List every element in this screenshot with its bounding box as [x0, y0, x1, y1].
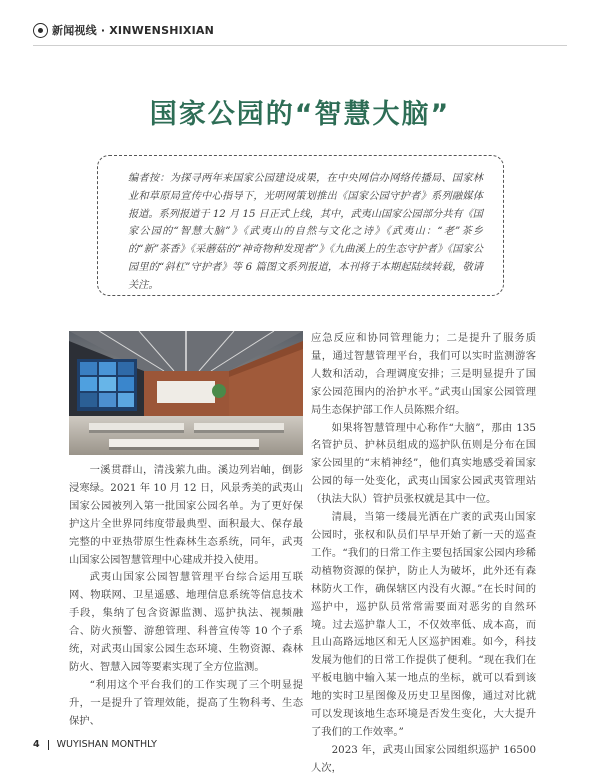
- article-title: 国家公园的“智慧大脑”: [149, 99, 451, 130]
- header-divider: [33, 45, 567, 46]
- control-center-photo: [69, 331, 303, 455]
- page-number: 4: [33, 739, 40, 750]
- section-label: 新闻视线 · XINWENSHIXIAN: [52, 24, 214, 37]
- footer-divider: [48, 740, 49, 750]
- editor-note-box: [97, 155, 504, 296]
- magazine-name: WUYISHAN MONTHLY: [56, 739, 157, 750]
- section-logo-icon: [33, 23, 48, 38]
- section-header: [33, 20, 214, 40]
- paragraph: 2023 年，武夷山国家公园组织巡护 16500 人次，: [311, 743, 536, 774]
- left-column: [69, 462, 303, 731]
- right-column: [311, 330, 536, 778]
- paragraph: 一溪贯群山，清浅萦九曲。溪边列岩岫，倒影浸寒绿。2021 年 10 月 12 日，风景秀美的武夷山国家公园被列入第一批国家公园名单。为了更好保护这片全世界同纬度带最典型、面积最大、保存最完整的中亚热带原生性森林生态系统，同年，武夷山国家公园智慧管理中心建成并投入使用。: [69, 464, 303, 566]
- paragraph: 武夷山国家公园智慧管理平台综合运用互联网、物联网、卫星遥感、地理信息系统等信息技术手段，集纳了包含资源监测、巡护执法、视频融合、防火预警、游憩管理、科普宣传等 10 个子系统，对武夷山国家公园生态环境、生物资源、森林防火、智慧入园等要素实现了全方位监测。: [69, 571, 303, 673]
- editor-note-text: 编者按：为探寻两年来国家公园建设成果，在中央网信办网络传播局、国家林业和草原局宣传中心指导下，光明网策划推出《国家公园守护者》系列融媒体报道。系列报道于 12 月 15 日正式上线，其中，武夷山国家公园部分共有《国家公园的“智慧大脑”》《武夷山的自然与文化之诗》《武夷山：“老”茶乡的“新”茶香》《采蘑菇的“神奇物种发现者”》《九曲溪上的生态守护者》《国家公园里的“斜杠”守护者》等 6 篇图文系列报道，本刊将于本期起陆续转载，敬请关注。: [128, 173, 483, 291]
- paragraph: 清晨，当第一缕晨光洒在广袤的武夷山国家公园时，张权和队员们早早开始了新一天的巡查工作。“我们的日常工作主要包括国家公园内珍稀动植物资源的保护，防止人为破坏，此外还有森林防火工作，确保辖区内没有火源。”在长时间的巡护中，巡护队员常常需要面对恶劣的自然环境。过去巡护靠人工，不仅效率低、成本高，而且山高路远地区和无人区巡护困难。如今，科技发展为他们的日常工作提供了便利。“现在我们在平板电脑中输入某一地点的坐标，就可以看到该地的实时卫星图像及历史卫星图像，通过对比就可以发现该地生态环境是否发生变化，大大提升了我们的工作效率。”: [311, 511, 536, 738]
- page-footer: [33, 739, 157, 750]
- control-center-image: [69, 331, 303, 455]
- paragraph: “利用这个平台我们的工作实现了三个明显提升，一是提升了管理效能，提高了生物科考、生态保护、: [69, 678, 303, 727]
- paragraph: 应急反应和协同管理能力；二是提升了服务质量，通过智慧管理平台，我们可以实时监测游客人数和活动，合理调度安排；三是明显提升了国家公园范围内的治护水平。”武夷山国家公园管理局生态保护部工作人员陈熙介绍。: [311, 332, 536, 416]
- paragraph: 如果将智慧管理中心称作“大脑”，那由 135 名管护员、护林员组成的巡护队伍则是分布在国家公园里的“末梢神经”，他们真实地感受着国家公园的每一处变化，武夷山国家公园武夷管理站（执法大队）管护员张权就是其中一位。: [311, 421, 536, 506]
